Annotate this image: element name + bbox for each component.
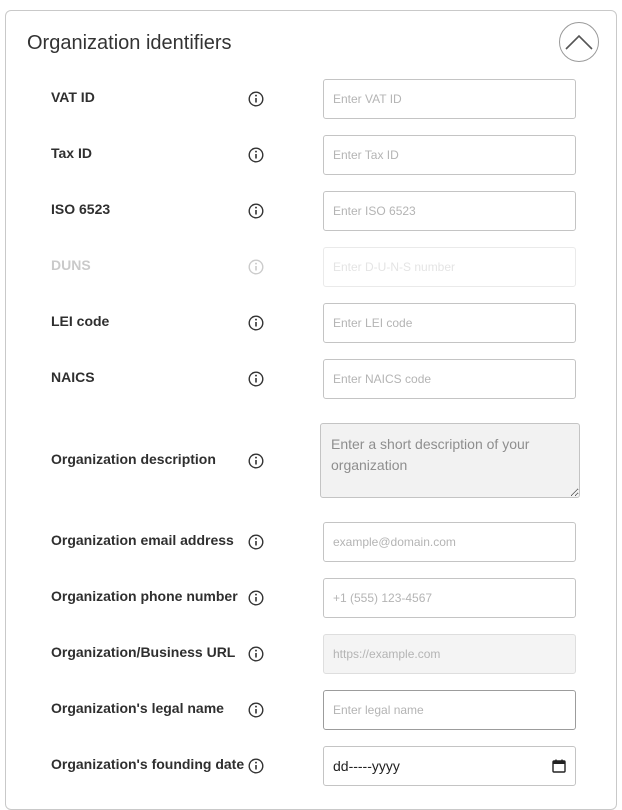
calendar-icon[interactable]: [552, 759, 566, 773]
info-icon[interactable]: [248, 453, 264, 469]
info-icon[interactable]: [248, 203, 264, 219]
info-icon[interactable]: [248, 91, 264, 107]
info-icon[interactable]: [248, 259, 264, 275]
info-icon[interactable]: [248, 315, 264, 331]
organization-phone-input[interactable]: [323, 578, 576, 618]
founding-date-input[interactable]: [323, 746, 576, 786]
founding-date-value: dd-----yyyy: [333, 758, 400, 774]
duns-label: DUNS: [51, 257, 91, 273]
duns-input[interactable]: [323, 247, 576, 287]
legal-name-input[interactable]: [323, 690, 576, 730]
iso-6523-label: ISO 6523: [51, 201, 111, 217]
vat-id-input[interactable]: [323, 79, 576, 119]
chevron-up-icon: [564, 33, 594, 51]
organization-email-input[interactable]: [323, 522, 576, 562]
legal-name-label: Organization's legal name: [51, 700, 224, 716]
founding-date-label: Organization's founding date: [51, 756, 245, 772]
business-url-label: Organization/Business URL: [51, 644, 236, 660]
info-icon[interactable]: [248, 147, 264, 163]
section-title: Organization identifiers: [27, 32, 232, 54]
tax-id-label: Tax ID: [51, 145, 92, 161]
info-icon[interactable]: [248, 534, 264, 550]
info-icon[interactable]: [248, 646, 264, 662]
collapse-button[interactable]: [559, 22, 599, 62]
organization-description-label: Organization description: [51, 451, 216, 467]
info-icon[interactable]: [248, 758, 264, 774]
lei-code-label: LEI code: [51, 313, 110, 329]
lei-code-input[interactable]: [323, 303, 576, 343]
info-icon[interactable]: [248, 371, 264, 387]
business-url-input[interactable]: [323, 634, 576, 674]
iso-6523-input[interactable]: [323, 191, 576, 231]
tax-id-input[interactable]: [323, 135, 576, 175]
organization-identifiers-card: [5, 10, 617, 810]
naics-input[interactable]: [323, 359, 576, 399]
organization-email-label: Organization email address: [51, 532, 234, 548]
vat-id-label: VAT ID: [51, 89, 95, 105]
info-icon[interactable]: [248, 590, 264, 606]
organization-description-textarea[interactable]: [320, 423, 580, 498]
naics-label: NAICS: [51, 369, 95, 385]
info-icon[interactable]: [248, 702, 264, 718]
organization-phone-label: Organization phone number: [51, 588, 238, 604]
